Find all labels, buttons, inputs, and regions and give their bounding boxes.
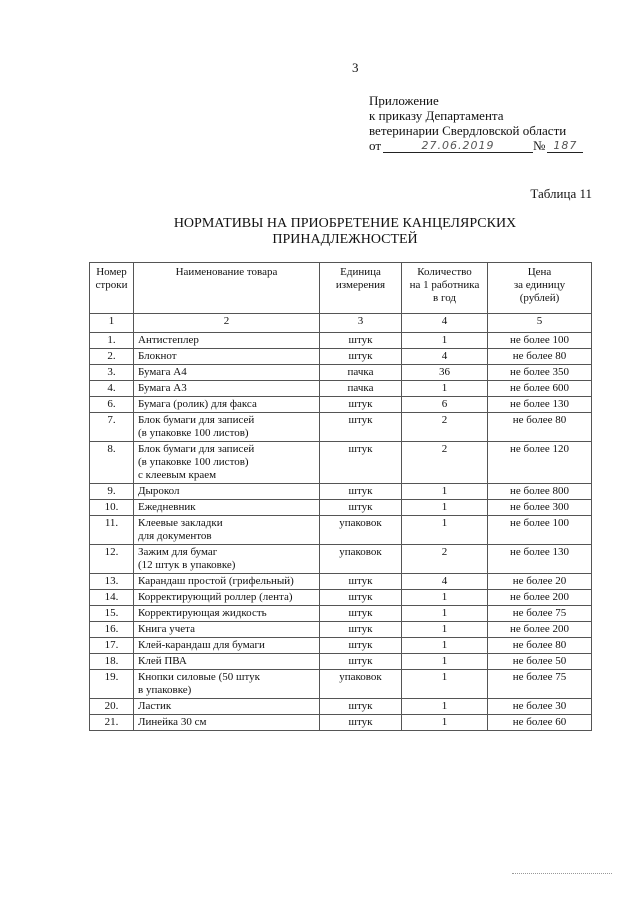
table-row [90, 715, 592, 731]
price-cell: не более 80 [488, 638, 592, 654]
quantity-cell: 2 [402, 545, 488, 574]
unit-cell: штук [320, 500, 402, 516]
column-number: 4 [402, 314, 488, 333]
table-row [90, 381, 592, 397]
product-name-line: (12 штук в упаковке) [138, 559, 236, 571]
quantity-cell: 1 [402, 516, 488, 545]
price-cell: не более 100 [488, 516, 592, 545]
appendix-line-2: к приказу Департамента [369, 108, 504, 123]
quantity-cell: 4 [402, 574, 488, 590]
row-number-cell: 7. [90, 413, 134, 442]
table-row [90, 397, 592, 413]
product-name-line: Блок бумаги для записей [138, 443, 255, 455]
product-name-line: в упаковке) [138, 684, 192, 696]
product-name-line: Корректирующий роллер (лента) [138, 591, 293, 603]
product-name-line: Зажим для бумаг [138, 546, 218, 558]
number-prefix: № [533, 138, 546, 153]
column-number-row [90, 314, 592, 333]
header-text: Цена [527, 266, 552, 278]
unit-cell: штук [320, 715, 402, 731]
price-cell: не более 600 [488, 381, 592, 397]
row-number-cell: 4. [90, 381, 134, 397]
row-number-cell: 9. [90, 484, 134, 500]
order-date: 27.06.2019 [383, 140, 533, 153]
table-row [90, 699, 592, 715]
unit-cell: штук [320, 622, 402, 638]
quantity-cell: 1 [402, 622, 488, 638]
price-cell: не более 200 [488, 590, 592, 606]
quantity-cell: 1 [402, 381, 488, 397]
header-text: Единица [340, 266, 381, 278]
product-name-cell [134, 606, 320, 622]
unit-cell: штук [320, 638, 402, 654]
price-cell: не более 30 [488, 699, 592, 715]
quantity-cell: 1 [402, 333, 488, 349]
price-cell: не более 60 [488, 715, 592, 731]
header-text: на 1 работника [409, 279, 480, 291]
price-cell: не более 75 [488, 606, 592, 622]
product-name-line: Корректирующая жидкость [138, 607, 267, 619]
table-row [90, 413, 592, 442]
date-prefix: от [369, 138, 382, 153]
product-name-cell [134, 699, 320, 715]
product-name-line: Книга учета [138, 623, 195, 635]
product-name-line: Клей-карандаш для бумаги [138, 639, 265, 651]
quantity-cell: 36 [402, 365, 488, 381]
product-name-cell [134, 545, 320, 574]
product-name-cell [134, 349, 320, 365]
price-cell: не более 20 [488, 574, 592, 590]
row-number-cell: 14. [90, 590, 134, 606]
row-number-cell: 1. [90, 333, 134, 349]
price-cell: не более 350 [488, 365, 592, 381]
product-name-cell [134, 413, 320, 442]
table-row [90, 442, 592, 484]
product-name-line: (в упаковке 100 листов) [138, 456, 249, 468]
price-cell: не более 130 [488, 545, 592, 574]
appendix-line-1: Приложение [369, 93, 439, 108]
product-name-cell [134, 590, 320, 606]
row-number-cell: 17. [90, 638, 134, 654]
column-number: 3 [320, 314, 402, 333]
header-text: в год [433, 292, 456, 304]
product-name-line: Карандаш простой (грифельный) [138, 575, 294, 587]
table-header-row [90, 263, 592, 314]
unit-cell: штук [320, 397, 402, 413]
product-name-cell [134, 638, 320, 654]
unit-cell: упаковок [320, 545, 402, 574]
column-number: 2 [134, 314, 320, 333]
quantity-cell: 1 [402, 654, 488, 670]
header-text: Номер [96, 266, 127, 278]
quantity-cell: 1 [402, 606, 488, 622]
header-text: Количество [417, 266, 472, 278]
product-name-cell [134, 715, 320, 731]
price-cell: не более 100 [488, 333, 592, 349]
product-name-line: Антистеплер [138, 334, 199, 346]
product-name-line: Клеевые закладки [138, 517, 223, 529]
product-name-line: с клеевым краем [138, 469, 217, 481]
table-row [90, 606, 592, 622]
table-row [90, 484, 592, 500]
row-number-cell: 18. [90, 654, 134, 670]
order-number: 187 [547, 140, 583, 153]
row-number-cell: 13. [90, 574, 134, 590]
row-number-cell: 10. [90, 500, 134, 516]
product-name-cell [134, 365, 320, 381]
norms-table [89, 262, 592, 731]
unit-cell: упаковок [320, 670, 402, 699]
product-name-cell [134, 397, 320, 413]
row-number-cell: 12. [90, 545, 134, 574]
price-cell: не более 50 [488, 654, 592, 670]
product-name-line: Линейка 30 см [138, 716, 207, 728]
unit-cell: штук [320, 349, 402, 365]
row-number-cell: 11. [90, 516, 134, 545]
table-row [90, 638, 592, 654]
unit-cell: штук [320, 699, 402, 715]
quantity-cell: 1 [402, 484, 488, 500]
column-number: 1 [90, 314, 134, 333]
product-name-cell [134, 500, 320, 516]
table-row [90, 516, 592, 545]
table-row [90, 574, 592, 590]
row-number-cell: 8. [90, 442, 134, 484]
table-row [90, 545, 592, 574]
header-row-number [90, 263, 134, 314]
table-caption: Таблица 11 [530, 186, 592, 201]
product-name-line: Дырокол [138, 485, 180, 497]
unit-cell: пачка [320, 365, 402, 381]
price-cell: не более 120 [488, 442, 592, 484]
product-name-line: Кнопки силовые (50 штук [138, 671, 260, 683]
quantity-cell: 2 [402, 413, 488, 442]
row-number-cell: 21. [90, 715, 134, 731]
unit-cell: пачка [320, 381, 402, 397]
header-unit [320, 263, 402, 314]
product-name-line: (в упаковке 100 листов) [138, 427, 249, 439]
product-name-cell [134, 670, 320, 699]
order-date-line [369, 138, 583, 153]
product-name-cell [134, 654, 320, 670]
unit-cell: упаковок [320, 516, 402, 545]
product-name-line: Бумага (ролик) для факса [138, 398, 257, 410]
row-number-cell: 20. [90, 699, 134, 715]
unit-cell: штук [320, 413, 402, 442]
title-line-2: ПРИНАДЛЕЖНОСТЕЙ [272, 232, 418, 247]
quantity-cell: 1 [402, 590, 488, 606]
price-cell: не более 130 [488, 397, 592, 413]
price-cell: не более 300 [488, 500, 592, 516]
product-name-cell [134, 442, 320, 484]
unit-cell: штук [320, 654, 402, 670]
table-row [90, 349, 592, 365]
table-row [90, 333, 592, 349]
header-product-name [134, 263, 320, 314]
product-name-cell [134, 381, 320, 397]
quantity-cell: 1 [402, 699, 488, 715]
quantity-cell: 1 [402, 715, 488, 731]
header-text: (рублей) [519, 292, 560, 304]
appendix-block [369, 93, 583, 153]
row-number-cell: 2. [90, 349, 134, 365]
table-row [90, 670, 592, 699]
product-name-line: для документов [138, 530, 212, 542]
header-quantity [402, 263, 488, 314]
row-number-cell: 16. [90, 622, 134, 638]
unit-cell: штук [320, 606, 402, 622]
unit-cell: штук [320, 333, 402, 349]
price-cell: не более 80 [488, 349, 592, 365]
unit-cell: штук [320, 590, 402, 606]
header-text: Наименование товара [175, 266, 278, 278]
title-line-1: НОРМАТИВЫ НА ПРИОБРЕТЕНИЕ КАНЦЕЛЯРСКИХ [173, 216, 517, 231]
table-row [90, 365, 592, 381]
header-text: измерения [335, 279, 386, 291]
product-name-line: Ластик [138, 700, 172, 712]
unit-cell: штук [320, 574, 402, 590]
header-text: строки [95, 279, 128, 291]
footer-divider [512, 873, 612, 874]
table-row [90, 500, 592, 516]
product-name-line: Блок бумаги для записей [138, 414, 255, 426]
row-number-cell: 15. [90, 606, 134, 622]
product-name-cell [134, 484, 320, 500]
quantity-cell: 6 [402, 397, 488, 413]
price-cell: не более 200 [488, 622, 592, 638]
appendix-line-3: ветеринарии Свердловской области [369, 123, 567, 138]
product-name-cell [134, 333, 320, 349]
product-name-line: Бумага А4 [138, 366, 187, 378]
unit-cell: штук [320, 484, 402, 500]
product-name-line: Ежедневник [138, 501, 196, 513]
product-name-cell [134, 574, 320, 590]
price-cell: не более 80 [488, 413, 592, 442]
quantity-cell: 1 [402, 638, 488, 654]
header-text: за единицу [513, 279, 566, 291]
row-number-cell: 19. [90, 670, 134, 699]
quantity-cell: 1 [402, 500, 488, 516]
document-title [160, 216, 530, 248]
column-number: 5 [488, 314, 592, 333]
product-name-cell [134, 516, 320, 545]
quantity-cell: 2 [402, 442, 488, 484]
row-number-cell: 6. [90, 397, 134, 413]
table-row [90, 654, 592, 670]
price-cell: не более 75 [488, 670, 592, 699]
table-row [90, 622, 592, 638]
product-name-cell [134, 622, 320, 638]
table-row [90, 590, 592, 606]
row-number-cell: 3. [90, 365, 134, 381]
quantity-cell: 4 [402, 349, 488, 365]
header-price [488, 263, 592, 314]
quantity-cell: 1 [402, 670, 488, 699]
product-name-line: Блокнот [138, 350, 177, 362]
unit-cell: штук [320, 442, 402, 484]
product-name-line: Бумага А3 [138, 382, 187, 394]
product-name-line: Клей ПВА [138, 655, 187, 667]
table-body [90, 314, 592, 731]
page-number: 3 [352, 60, 359, 75]
price-cell: не более 800 [488, 484, 592, 500]
